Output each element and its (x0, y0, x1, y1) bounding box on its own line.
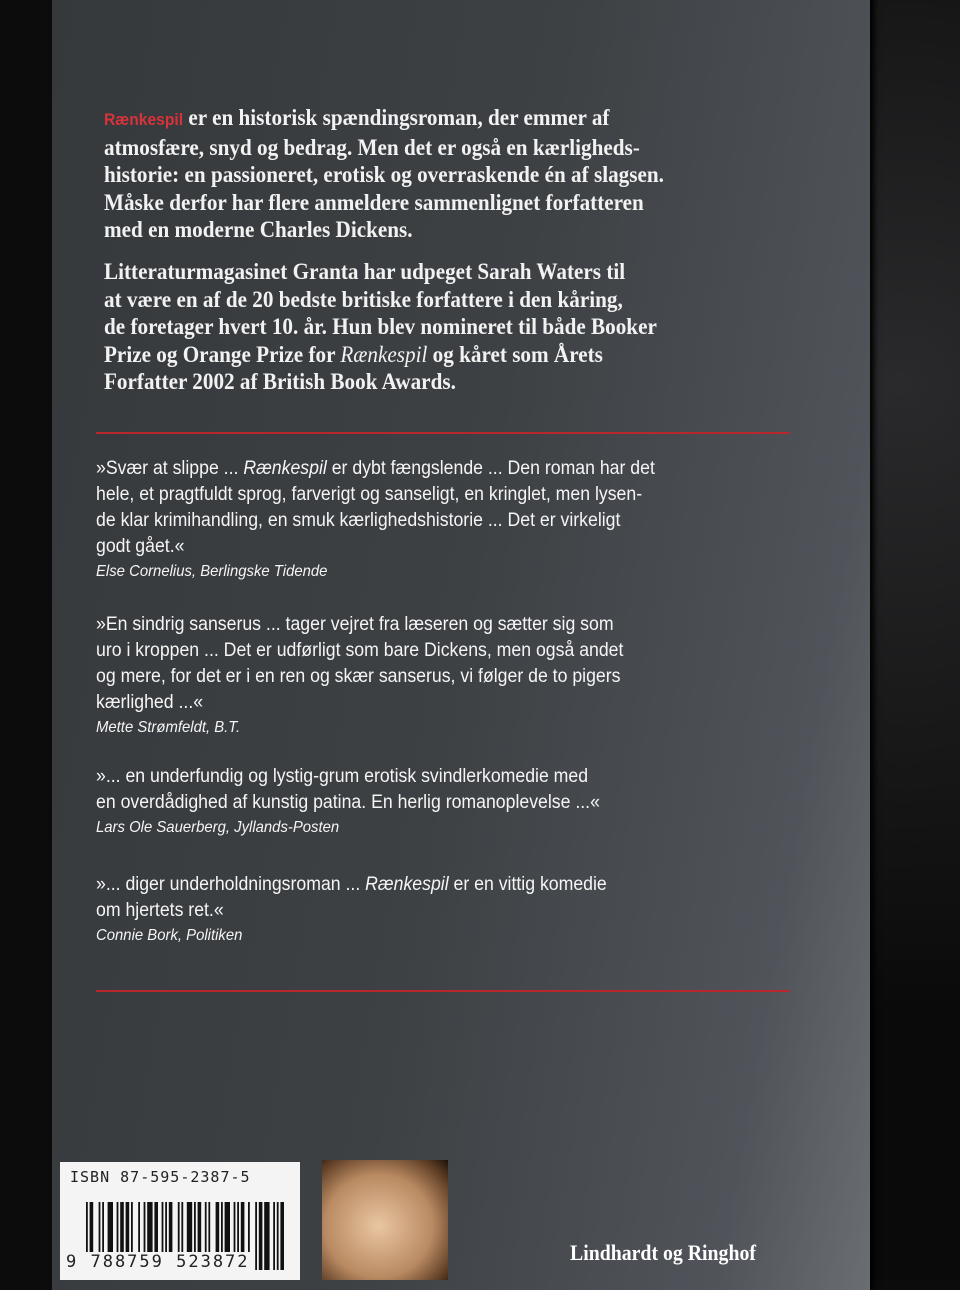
barcode-bar (264, 1202, 269, 1270)
text-line: Måske derfor har flere anmeldere sammenlignet forfatteren (104, 189, 644, 215)
ean-number: 9 788759 523872 (66, 1252, 250, 1272)
cover-photo-thumbnail (322, 1160, 448, 1280)
review-quote-3 (96, 764, 600, 840)
text-span: er en vittig komedie (448, 874, 607, 895)
isbn-label: ISBN 87-595-2387-5 (70, 1168, 251, 1186)
text-line: Litteraturmagasinet Granta har udpeget Sarah Waters til (104, 259, 626, 284)
text-span: »Svær at slippe ... (96, 458, 244, 479)
text-line: at være en af de 20 bedste britiske forfattere i den kåring, (104, 286, 623, 312)
text-line: og mere, for det er i en ren og skær sanserus, vi følger de to pigers (96, 666, 621, 687)
barcode-bar (255, 1202, 257, 1270)
barcode-bar (277, 1202, 279, 1270)
barcode-bar (259, 1202, 263, 1270)
text-line: om hjertets ret.« (96, 900, 224, 921)
review-source: Else Cornelius, Berlingske Tidende (96, 563, 328, 580)
review-quote-4 (96, 872, 607, 948)
text-line: »En sindrig sanserus ... tager vejret fra læseren og sætter sig som (96, 614, 614, 635)
text-line: godt gået.« (96, 536, 185, 557)
text-span: »... diger underholdningsroman ... (96, 874, 366, 895)
text-span: og kåret som Årets (432, 341, 603, 367)
text-line: Forfatter 2002 af British Book Awards. (104, 369, 456, 394)
leather-background (860, 0, 960, 1280)
text-span: er dybt fængslende ... Den roman har det (326, 458, 655, 479)
text-line: en overdådighed af kunstig patina. En herlig romanoplevelse ...« (96, 792, 600, 813)
divider (96, 990, 790, 992)
review-source: Lars Ole Sauerberg, Jyllands-Posten (96, 819, 340, 836)
text-line: »... en underfundig og lystig-grum erotisk svindlerkomedie med (96, 766, 589, 787)
text-line: kærlighed ...« (96, 692, 204, 713)
barcode-bar (273, 1202, 275, 1270)
text-line: atmosfære, snyd og bedrag. Men det er også en kærligheds- (104, 134, 640, 160)
title-italic: Rænkespil (365, 874, 449, 895)
review-source: Mette Strømfeldt, B.T. (96, 719, 241, 736)
barcode-bar (280, 1202, 284, 1270)
text-line (96, 456, 655, 482)
publisher-logo: Lindhardt og Ringhof (570, 1240, 756, 1265)
text-line (96, 872, 607, 898)
text-line: historie: en passioneret, erotisk og overraskende én af slagsen. (104, 162, 664, 187)
review-quote-2 (96, 612, 623, 740)
review-quote-1 (96, 456, 655, 584)
title-word: Rænkespil (104, 110, 184, 129)
text-line: de klar krimihandling, en smuk kærlighedshistorie ... Det er virkeligt (96, 510, 621, 531)
text-line: de foretager hvert 10. år. Hun blev nomineret til både Booker (104, 314, 657, 339)
text-line (104, 341, 657, 369)
title-italic: Rænkespil (340, 341, 428, 367)
text-span: Prize og Orange Prize for (104, 341, 336, 367)
barcode (60, 1162, 300, 1280)
text-line: hele, et pragtfuldt sprog, farverigt og sanseligt, en kringlet, men lysen- (96, 484, 643, 505)
blurb-paragraph-1 (104, 104, 664, 244)
title-italic: Rænkespil (243, 458, 327, 479)
review-source: Connie Bork, Politiken (96, 927, 243, 944)
divider (96, 432, 790, 434)
blurb-paragraph-2 (104, 258, 657, 396)
text-line: er en historisk spændingsroman, der emmer af (188, 105, 610, 130)
text-line: med en moderne Charles Dickens. (104, 217, 413, 242)
text-line: uro i kroppen ... Det er udførligt som bare Dickens, men også andet (96, 640, 624, 661)
